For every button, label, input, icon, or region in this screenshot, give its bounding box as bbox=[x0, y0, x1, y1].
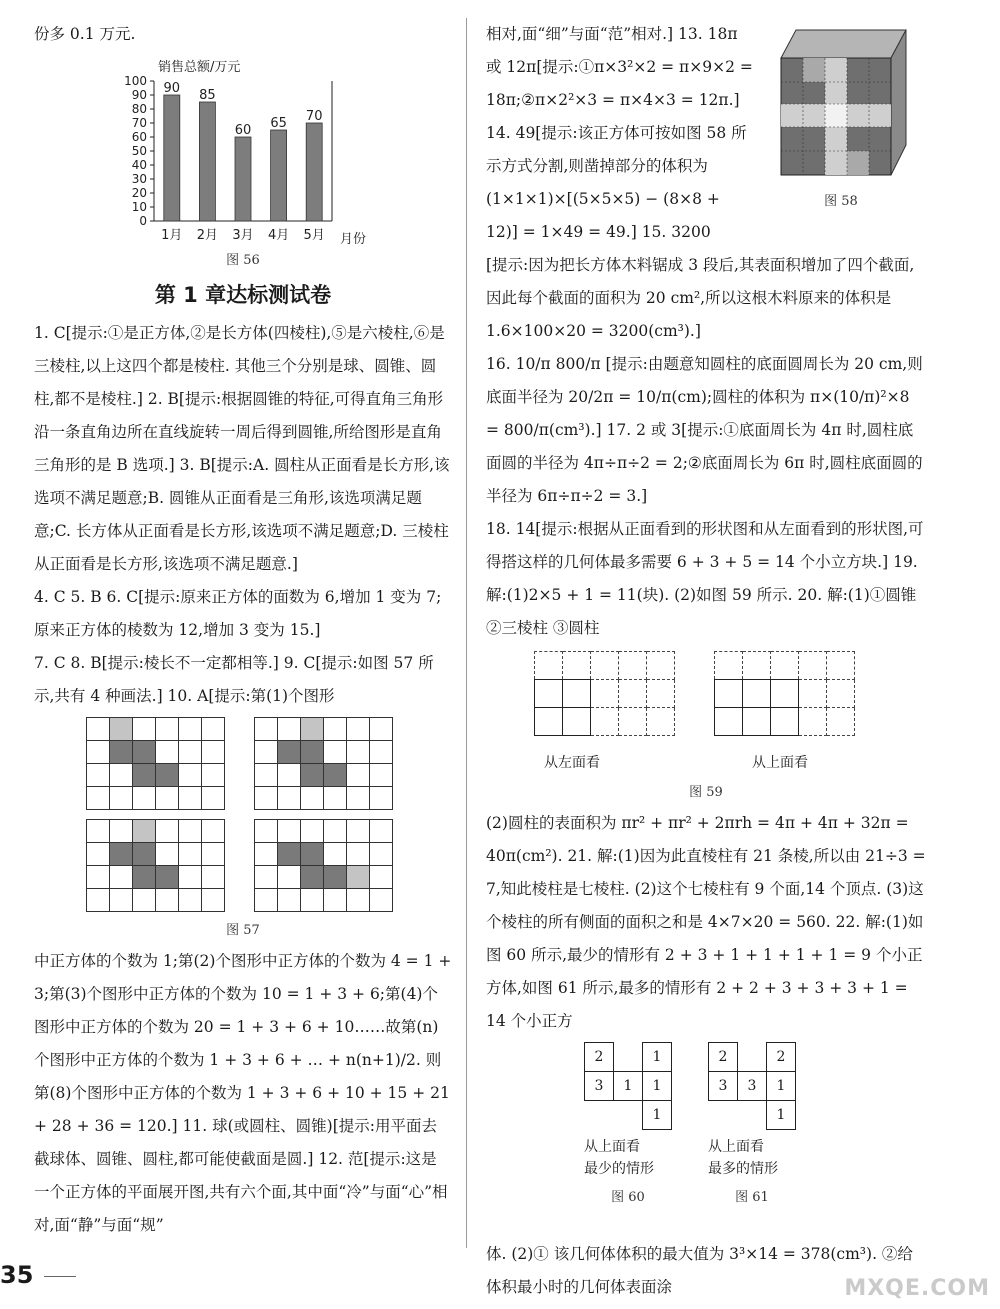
g60-r3c3: 1 bbox=[643, 1101, 672, 1130]
figure-57-caption: 图 57 bbox=[226, 923, 260, 938]
y-tick-label: 40 bbox=[131, 158, 147, 172]
g61-r1c1: 2 bbox=[709, 1043, 738, 1072]
left-column bbox=[34, 18, 452, 1242]
answers-1-3: 1. C[提示:①是正方体,②是长方体(四棱柱),⑤是六棱柱,⑥是三棱柱,以上这四个都是棱柱. 其他三个分别是球、圆锥、圆柱,都不是棱柱.] 2. B[提示:根据圆锥的特征,可得直角三角形沿一条直角边所在直线旋转一周后得到圆锥,所给图形是直角三角形的是 B 选项.] 3. B[提示:A. 圆柱从正面看是长方形,该选项不满足题意;B. 圆锥从正面看是三角形,该选项满足题意;C. 长方体从正面看是长方形,该选项不满足题意;D. 三棱柱从正面看是长方形,该选项不满足题意.] bbox=[34, 324, 450, 573]
fig60-label-1: 从上面看 bbox=[584, 1139, 640, 1155]
y-tick-label: 0 bbox=[139, 214, 147, 228]
figure-58-caption: 图 58 bbox=[824, 194, 858, 209]
figure-57 bbox=[34, 717, 452, 945]
label-view-left: 从左面看 bbox=[544, 755, 600, 771]
answers-14-15: 14. 49[提示:该正方体可按如图 58 所示方式分割,则凿掉部分的体积为(1×1×1)×[(5×5×5) − (8×8 + 12)] = 1×49 = 49.] 15. 3200 bbox=[486, 124, 747, 241]
category-label: 4月 bbox=[267, 228, 290, 243]
bar-value-label: 85 bbox=[199, 88, 216, 103]
answers-15-hint: [提示:因为把长方体木料锯成 3 段后,其表面积增加了四个截面,因此每个截面的面积为 20 cm²,所以这根木料原来的体积是 1.6×100×20 = 3200(cm³).] bbox=[486, 256, 915, 340]
category-label: 3月 bbox=[232, 228, 254, 243]
grid-57-c bbox=[86, 819, 225, 912]
view-from-top bbox=[714, 651, 855, 736]
y-tick-label: 90 bbox=[131, 88, 147, 102]
answers-18-20: 18. 14[提示:根据从正面看到的形状图和从左面看到的形状图,可得搭这样的几何体最多需要 6 + 3 + 5 = 14 个小立方块.] 19. 解:(1)2×5 + 1 = 11(块). (2)如图 59 所示. 20. 解:(1)①圆锥 ②三棱柱 ③圆柱 bbox=[486, 520, 924, 637]
answers-7-10: 7. C 8. B[提示:棱长不一定都相等.] 9. C[提示:如图 57 所示,共有 4 种画法.] 10. A[提示:第(1)个图形 bbox=[34, 654, 434, 705]
column-divider bbox=[466, 18, 467, 1248]
y-tick-label: 50 bbox=[131, 144, 147, 158]
figure-58 bbox=[766, 20, 926, 220]
grid-57-b bbox=[254, 717, 393, 810]
g61-r2c1: 3 bbox=[709, 1072, 738, 1101]
g60-r2c2: 1 bbox=[614, 1072, 643, 1101]
g60-r1c1: 2 bbox=[585, 1043, 614, 1072]
y-tick-label: 30 bbox=[131, 172, 147, 186]
chart-ylabel: 销售总额/万元 bbox=[158, 60, 241, 75]
y-tick-label: 100 bbox=[124, 74, 147, 88]
g61-r3c3: 1 bbox=[767, 1101, 796, 1130]
bar-value-label: 60 bbox=[234, 123, 252, 138]
figure-60-61 bbox=[486, 1042, 926, 1238]
bar-value-label: 70 bbox=[305, 109, 323, 124]
answers-20-22: (2)圆柱的表面积为 πr² + πr² + 2πrh = 4π + 4π + 32π = 40π(cm²). 21. 解:(1)因为此直棱柱有 21 条棱,所以由 21÷3 = 7,知此棱柱是七棱柱. (2)这个七棱柱有 9 个面,14 个顶点. (3)这个棱柱的所有侧面的面积之和是 4×7×20 = 560. 22. 解:(1)如图 60 所示,最少的情形有 2 + 3 + 1 + 1 + 1 + 1 = 9 个小正方体,如图 61 所示,最多的情形有 2 + 2 + 3 + 3 + 3 + 1 = 14 个小正方 bbox=[486, 814, 926, 1030]
left-intro-line: 份多 0.1 万元. bbox=[34, 25, 136, 43]
bar bbox=[306, 123, 322, 221]
y-tick-label: 60 bbox=[131, 130, 147, 144]
fig61-label-2: 最多的情形 bbox=[708, 1161, 778, 1177]
answers-12-13: 相对,面“细”与面“范”相对.] 13. 18π 或 12π[提示:①π×3²×2 = π×9×2 = 18π;②π×2²×3 = π×4×3 = 12π.] bbox=[486, 25, 753, 109]
fig61-label-1: 从上面看 bbox=[708, 1139, 764, 1155]
g61-r2c2: 3 bbox=[738, 1072, 767, 1101]
figure-56 bbox=[34, 51, 452, 271]
g60-r2c1: 3 bbox=[585, 1072, 614, 1101]
figure-59 bbox=[486, 649, 926, 807]
bar bbox=[164, 95, 180, 221]
answers-10-12: 中正方体的个数为 1;第(2)个图形中正方体的个数为 4 = 1 + 3;第(3)个图形中正方体的个数为 10 = 1 + 3 + 6;第(4)个图形中正方体的个数为 20 = 1 + 3 + 6 + 10……故第(n)个图形中正方体的个数为 1 + 3 + 6 + … + n(n+1)/2. 则第(8)个图形中正方体的个数为 1 + 3 + 6 + 10 + 15 + 21 + 28 + 36 = 120.] 11. 球(或圆柱、圆锥)[提示:用平面去截球体、圆锥、圆柱,都可能使截面是圆.] 12. 范[提示:这是一个正方体的平面展开图,共有六个面,其中面“冷”与面“心”相对,面“静”与面“规” bbox=[34, 952, 452, 1234]
grid-60 bbox=[584, 1042, 672, 1130]
label-view-top: 从上面看 bbox=[752, 755, 808, 771]
bar-value-label: 65 bbox=[270, 116, 287, 131]
g60-r1c3: 1 bbox=[643, 1043, 672, 1072]
y-tick-label: 80 bbox=[131, 102, 147, 116]
grid-57-d bbox=[254, 819, 393, 912]
bar-value-label: 90 bbox=[163, 81, 181, 96]
page-number: 35 bbox=[0, 1261, 34, 1289]
bar bbox=[271, 130, 287, 221]
bar-chart-sales bbox=[34, 51, 452, 251]
figure-56-caption: 图 56 bbox=[226, 253, 260, 268]
figure-60-caption: 图 60 bbox=[611, 1190, 645, 1205]
g61-r1c3: 2 bbox=[767, 1043, 796, 1072]
cube-diagram bbox=[766, 20, 916, 190]
y-tick-label: 10 bbox=[131, 200, 147, 214]
grid-61 bbox=[708, 1042, 796, 1130]
answers-4-6: 4. C 5. B 6. C[提示:原来正方体的面数为 6,增加 1 变为 7;原来正方体的棱数为 12,增加 3 变为 15.] bbox=[34, 588, 442, 639]
bar bbox=[199, 102, 215, 221]
g60-r2c3: 1 bbox=[643, 1072, 672, 1101]
section-title: 第 1 章达标测试卷 bbox=[154, 283, 332, 307]
category-label: 2月 bbox=[196, 228, 219, 243]
y-tick-label: 70 bbox=[131, 116, 147, 130]
category-label: 1月 bbox=[161, 228, 183, 243]
grid-57-a bbox=[86, 717, 225, 810]
right-column bbox=[486, 18, 926, 1304]
fig60-label-2: 最少的情形 bbox=[584, 1161, 654, 1177]
chart-xlabel: 月份 bbox=[340, 232, 367, 247]
y-tick-label: 20 bbox=[131, 186, 147, 200]
bar bbox=[235, 137, 251, 221]
view-from-left bbox=[534, 651, 675, 736]
watermark-logo: MXQE.COM bbox=[844, 1276, 990, 1301]
page-number-rule bbox=[44, 1276, 76, 1277]
figure-59-caption: 图 59 bbox=[689, 785, 723, 800]
figure-61-caption: 图 61 bbox=[735, 1190, 769, 1205]
answers-16-17: 16. 10/π 800/π [提示:由题意知圆柱的底面圆周长为 20 cm,则底面半径为 20/2π = 10/π(cm);圆柱的体积为 π×(10/π)²×8 = 800/π(cm³).] 17. 2 或 3[提示:①底面周长为 4π 时,圆柱底面圆的半径为 4π÷π÷2 = 2;②底面周长为 6π 时,圆柱底面圆的半径为 6π÷π÷2 = 3.] bbox=[486, 355, 923, 505]
category-label: 5月 bbox=[303, 228, 325, 243]
answers-22-continued: 体. (2)① 该几何体体积的最大值为 3³×14 = 378(cm³). ②给体积最小时的几何体表面涂 bbox=[486, 1245, 913, 1296]
g61-r2c3: 1 bbox=[767, 1072, 796, 1101]
